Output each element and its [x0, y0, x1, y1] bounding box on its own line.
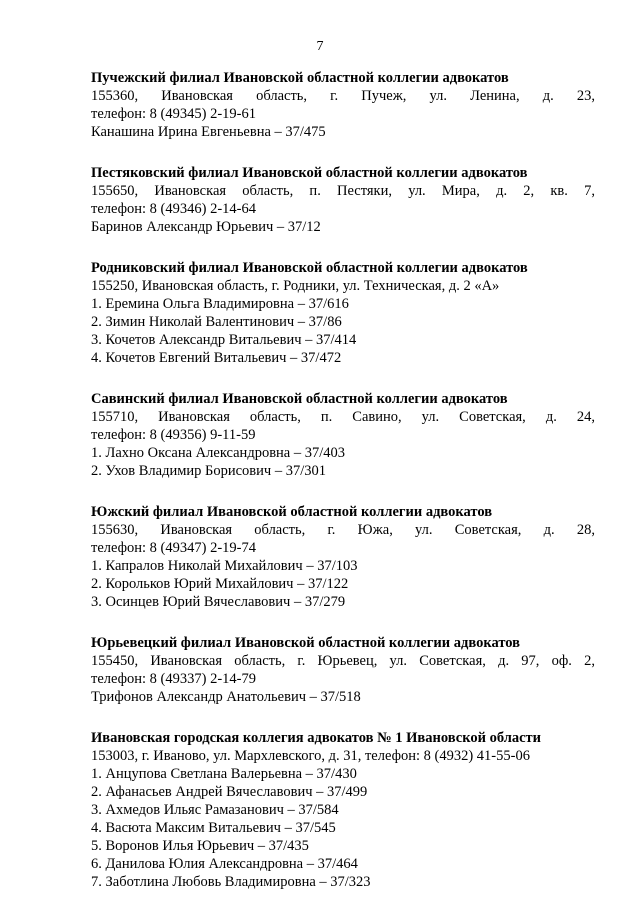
member-entry: 2. Зимин Николай Валентинович – 37/86 [91, 314, 342, 330]
branch-phone: телефон: 8 (49347) 2-19-74 [91, 540, 256, 556]
branch-title: Пучежский филиал Ивановской областной коллегии адвокатов [91, 70, 509, 86]
branch-address: 155630, Ивановская область, г. Южа, ул. Советская, д. 28, [91, 522, 595, 538]
member-entry: 2. Афанасьев Андрей Вячеславович – 37/499 [91, 784, 368, 800]
branch-address: 155650, Ивановская область, п. Пестяки, ул. Мира, д. 2, кв. 7, [91, 183, 595, 199]
member-entry: 5. Воронов Илья Юрьевич – 37/435 [91, 838, 309, 854]
member-entry: 2. Корольков Юрий Михайлович – 37/122 [91, 576, 349, 592]
member-entry: 1. Анцупова Светлана Валерьевна – 37/430 [91, 766, 357, 782]
branch-section-yurevets [91, 634, 595, 706]
branch-address: 155360, Ивановская область, г. Пучеж, ул. Ленина, д. 23, [91, 88, 595, 104]
member-entry: 6. Данилова Юлия Александровна – 37/464 [91, 856, 358, 872]
branch-title: Южский филиал Ивановской областной коллегии адвокатов [91, 504, 493, 520]
member-entry: 1. Еремина Ольга Владимировна – 37/616 [91, 296, 349, 312]
branch-phone: телефон: 8 (49337) 2-14-79 [91, 671, 256, 687]
member-entry: 3. Осинцев Юрий Вячеславович – 37/279 [91, 594, 346, 610]
branch-address: 155450, Ивановская область, г. Юрьевец, ул. Советская, д. 97, оф. 2, [91, 653, 595, 669]
branch-title: Родниковский филиал Ивановской областной коллегии адвокатов [91, 260, 528, 276]
member-entry: 7. Заботлина Любовь Владимировна – 37/323 [91, 874, 371, 890]
branch-title: Юрьевецкий филиал Ивановской областной коллегии адвокатов [91, 635, 520, 651]
branch-phone: телефон: 8 (49356) 9-11-59 [91, 427, 256, 443]
member-entry: Баринов Александр Юрьевич – 37/12 [91, 219, 321, 235]
document-body [91, 69, 595, 914]
member-entry: 2. Ухов Владимир Борисович – 37/301 [91, 463, 326, 479]
member-entry: 3. Кочетов Александр Витальевич – 37/414 [91, 332, 357, 348]
member-entry: 1. Капралов Николай Михайлович – 37/103 [91, 558, 358, 574]
member-entry: Трифонов Александр Анатольевич – 37/518 [91, 689, 361, 705]
page-number: 7 [316, 39, 324, 54]
member-entry: Канашина Ирина Евгеньевна – 37/475 [91, 124, 326, 140]
branch-section-pestyaki [91, 164, 595, 236]
branch-address: 153003, г. Иваново, ул. Мархлевского, д. 31, телефон: 8 (4932) 41-55-06 [91, 748, 530, 764]
branch-section-yuzha [91, 503, 595, 611]
branch-section-puchezh [91, 69, 595, 141]
bar-section-ivanovo-city-1 [91, 729, 595, 891]
member-entry: 4. Васюта Максим Витальевич – 37/545 [91, 820, 336, 836]
branch-title: Пестяковский филиал Ивановской областной коллегии адвокатов [91, 165, 528, 181]
branch-phone: телефон: 8 (49345) 2-19-61 [91, 106, 256, 122]
branch-address: 155250, Ивановская область, г. Родники, ул. Техническая, д. 2 «А» [91, 278, 500, 294]
member-entry: 4. Кочетов Евгений Витальевич – 37/472 [91, 350, 342, 366]
branch-title: Ивановская городская коллегия адвокатов № 1 Ивановской области [91, 730, 542, 746]
member-entry: 3. Ахмедов Ильяс Рамазанович – 37/584 [91, 802, 339, 818]
branch-address: 155710, Ивановская область, п. Савино, ул. Советская, д. 24, [91, 409, 595, 425]
branch-section-savino [91, 390, 595, 480]
branch-title: Савинский филиал Ивановской областной коллегии адвокатов [91, 391, 508, 407]
branch-section-rodniki [91, 259, 595, 367]
member-entry: 1. Лахно Оксана Александровна – 37/403 [91, 445, 346, 461]
branch-phone: телефон: 8 (49346) 2-14-64 [91, 201, 256, 217]
